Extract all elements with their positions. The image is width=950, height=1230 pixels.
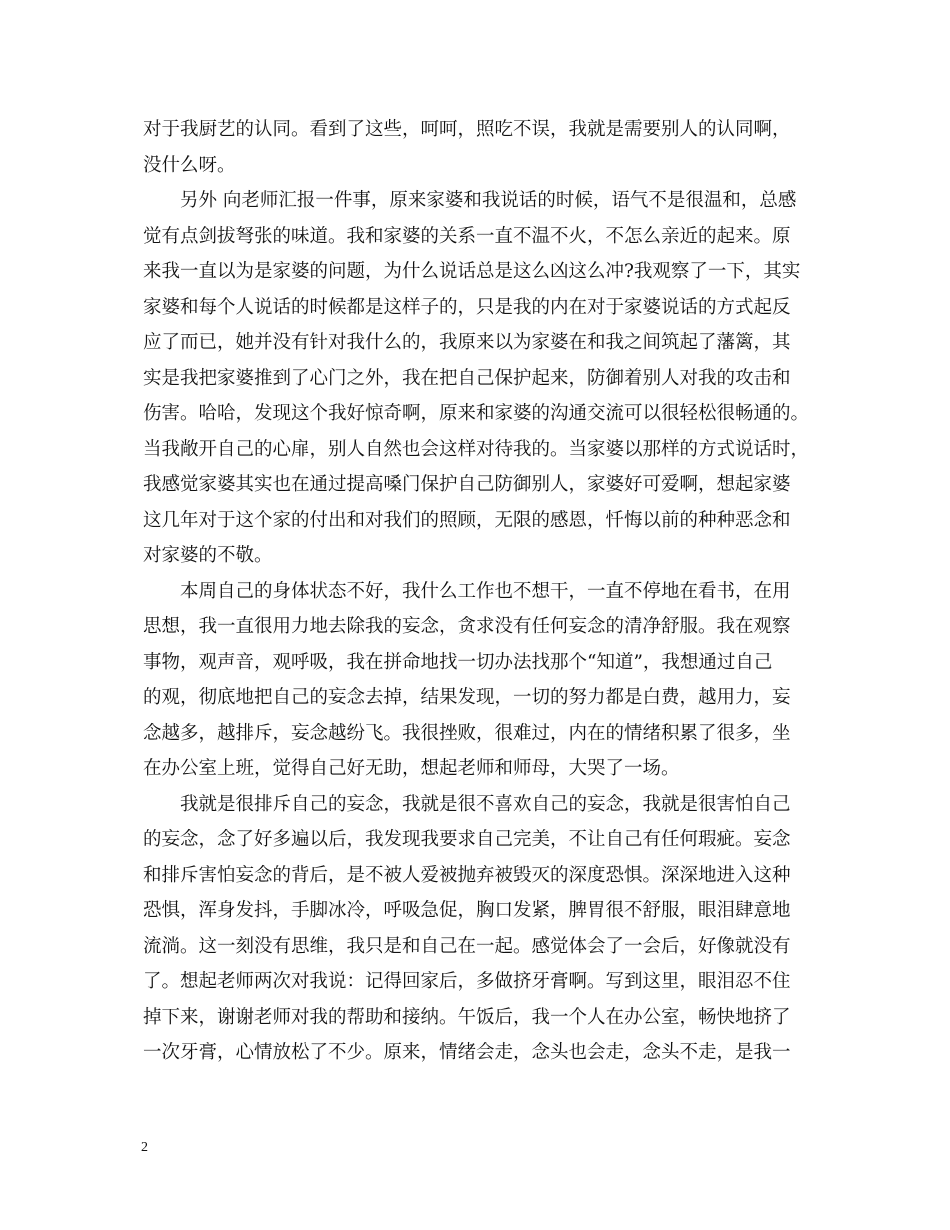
text-line: 掉下来，谢谢老师对我的帮助和接纳。午饭后，我一个人在办公室，畅快地挤了	[143, 1006, 791, 1028]
text-line: 伤害。哈哈，发现这个我好惊奇啊，原来和家婆的沟通交流可以很轻松很畅通的。	[143, 403, 810, 424]
text-line: 当我敞开自己的心扉，别人自然也会这样对待我的。当家婆以那样的方式说话时，	[143, 438, 810, 460]
text-line: 我感觉家婆其实也在通过提高嗓门保护自己防御别人，家婆好可爱啊，想起家婆	[143, 474, 791, 495]
text-line: 的观，彻底地把自己的妄念去掉，结果发现，一切的努力都是白费，越用力，妄	[143, 687, 791, 708]
text-line: 念越多，越排斥，妄念越纷飞。我很挫败，很难过，内在的情绪积累了很多，坐	[143, 722, 791, 744]
text-line: 流淌。这一刻没有思维，我只是和自己在一起。感觉体会了一会后，好像就没有	[143, 935, 791, 957]
text-line: 对于我厨艺的认同。看到了这些，呵呵，照吃不误，我就是需要别人的认同啊，	[143, 119, 791, 140]
text-line: 对家婆的不敬。	[143, 545, 273, 566]
text-line: 来我一直以为是家婆的问题，为什么说话总是这么凶这么冲?我观察了一下，其实	[143, 261, 801, 282]
text-line: 应了而已，她并没有针对我什么的，我原来以为家婆在和我之间筑起了藩篱，其	[143, 332, 791, 353]
text-line: 家婆和每个人说话的时候都是这样子的，只是我的内在对于家婆说话的方式起反	[143, 296, 791, 318]
text-line: 的妄念，念了好多遍以后，我发现我要求自己完美，不让自己有任何瑕疵。妄念	[143, 829, 791, 850]
text-line: 觉有点剑拔弩张的味道。我和家婆的关系一直不温不火，不怎么亲近的起来。原	[143, 225, 791, 247]
text-line: 在办公室上班，觉得自己好无助，想起老师和师母，大哭了一场。	[143, 758, 680, 779]
text-line: 本周自己的身体状态不好，我什么工作也不想干，一直不停地在看书，在用	[143, 580, 791, 602]
text-line: 没什么呀。	[143, 154, 236, 176]
text-line: 思想，我一直很用力地去除我的妄念，贪求没有任何妄念的清净舒服。我在观察	[143, 616, 791, 637]
text-line: 事物，观声音，观呼吸，我在拼命地找一切办法找那个“知道”，我想通过自己	[143, 651, 773, 673]
text-line: 实是我把家婆推到了心门之外，我在把自己保护起来，防御着别人对我的攻击和	[143, 367, 791, 389]
text-line: 另外 向老师汇报一件事，原来家婆和我说话的时候，语气不是很温和，总感	[143, 190, 797, 211]
text-line: 恐惧，浑身发抖，手脚冰冷，呼吸急促，胸口发紧，脾胃很不舒服，眼泪肆意地	[143, 900, 791, 921]
body-text	[143, 112, 808, 1071]
text-line: 了。想起老师两次对我说：记得回家后，多做挤牙膏啊。写到这里，眼泪忍不住	[143, 971, 791, 992]
text-line: 这几年对于这个家的付出和对我们的照顾，无限的感恩，忏悔以前的种种恶念和	[143, 509, 791, 531]
text-line: 一次牙膏，心情放松了不少。原来，情绪会走，念头也会走，念头不走，是我一	[143, 1042, 791, 1063]
page-number: 2	[141, 1140, 148, 1155]
text-line: 我就是很排斥自己的妄念，我就是很不喜欢自己的妄念，我就是很害怕自己	[143, 793, 791, 815]
text-line: 和排斥害怕妄念的背后，是不被人爱被抛弃被毁灭的深度恐惧。深深地进入这种	[143, 864, 791, 886]
